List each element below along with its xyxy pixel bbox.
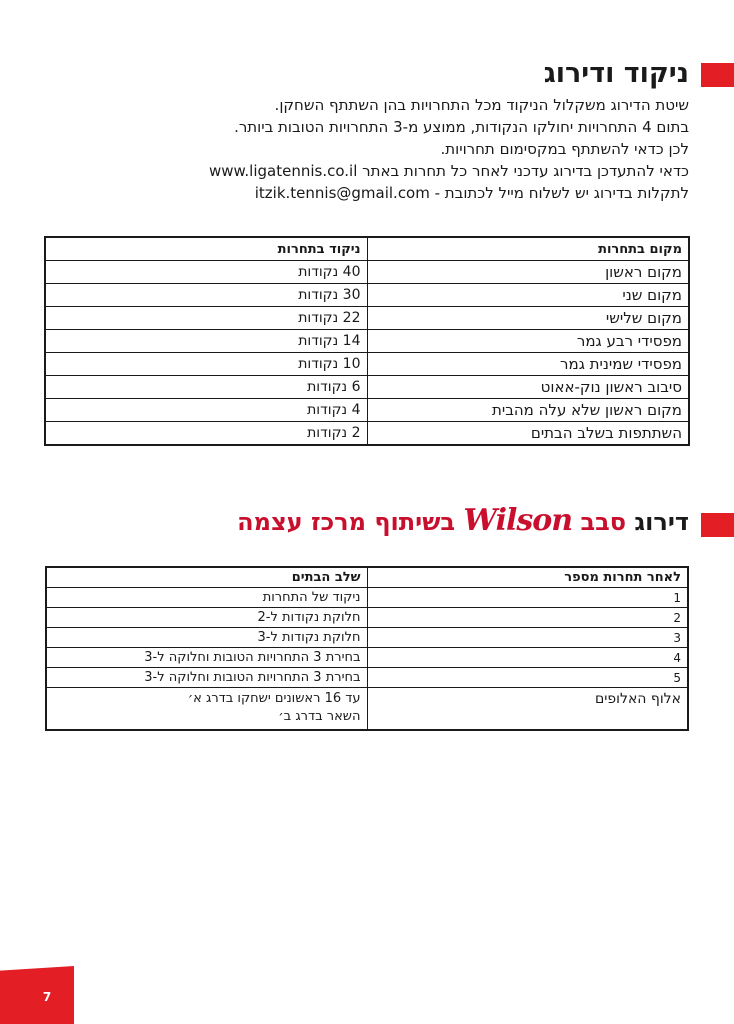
cell-line: השאר בדרג ב׳ bbox=[278, 709, 361, 724]
table-cell: 22 נקודות bbox=[45, 307, 367, 330]
intro-line: לכן כדאי להשתתף במקסימום תחרויות. bbox=[440, 140, 689, 158]
table-cell: 4 נקודות bbox=[45, 399, 367, 422]
table-row bbox=[45, 261, 689, 284]
section-title bbox=[237, 503, 689, 538]
table-row bbox=[46, 608, 688, 628]
column-header: מקום בתחרות bbox=[367, 237, 689, 261]
table-cell: מקום שני bbox=[367, 284, 689, 307]
intro-line: כדאי להתעדכן בדירוג עדכני לאחר כל תחרות באתר www.ligatennis.co.il bbox=[208, 162, 689, 180]
table-cell: 5 bbox=[367, 668, 688, 688]
heading-text: סבב bbox=[580, 508, 627, 536]
table-cell: מפסידי שמינית גמר bbox=[367, 353, 689, 376]
table-cell: 3 bbox=[367, 628, 688, 648]
table-cell: בחירת 3 התחרויות הטובות וחלוקה ל-3 bbox=[46, 648, 367, 668]
section-marker bbox=[701, 63, 734, 87]
table-cell: 2 נקודות bbox=[45, 422, 367, 446]
table-row bbox=[46, 648, 688, 668]
table-header-row bbox=[45, 237, 689, 261]
table-cell: חלוקת נקודות ל-2 bbox=[46, 608, 367, 628]
intro-line: לתקלות בדירוג יש לשלוח מייל לכתובת - itzik.tennis@gmail.com bbox=[254, 184, 689, 202]
heading-text: בשיתוף מרכז עצמה bbox=[237, 508, 456, 536]
table-cell: 30 נקודות bbox=[45, 284, 367, 307]
points-table bbox=[44, 236, 690, 446]
heading-text: דירוג bbox=[634, 508, 689, 536]
table-row bbox=[45, 399, 689, 422]
table-header-row bbox=[46, 567, 688, 588]
table-cell: השתתפות בשלב הבתים bbox=[367, 422, 689, 446]
table-cell: 1 bbox=[367, 588, 688, 608]
table-cell: אלוף האלופים bbox=[367, 688, 688, 731]
table-row bbox=[45, 376, 689, 399]
intro-line: שיטת הדירוג משקלול הניקוד מכל התחרויות בהן השתתף השחקן. bbox=[274, 96, 689, 114]
wilson-logo: Wilson bbox=[463, 503, 573, 538]
table-cell: 10 נקודות bbox=[45, 353, 367, 376]
table-cell: 40 נקודות bbox=[45, 261, 367, 284]
intro-text bbox=[49, 94, 689, 204]
table-cell: מקום שלישי bbox=[367, 307, 689, 330]
table-cell: חלוקת נקודות ל-3 bbox=[46, 628, 367, 648]
intro-line: בתום 4 התחרויות יחולקו הנקודות, ממוצע מ-3 התחרויות הטובות ביותר. bbox=[234, 118, 689, 136]
table-cell: סיבוב ראשון נוק-אאוט bbox=[367, 376, 689, 399]
column-header: שלב הבתים bbox=[46, 567, 367, 588]
table-row bbox=[46, 688, 688, 731]
table-row bbox=[45, 284, 689, 307]
column-header: ניקוד בתחרות bbox=[45, 237, 367, 261]
table-cell: בחירת 3 התחרויות הטובות וחלוקה ל-3 bbox=[46, 668, 367, 688]
table-cell bbox=[46, 688, 367, 731]
table-cell: מקום ראשון שלא עלה מהבית bbox=[367, 399, 689, 422]
page-number: 7 bbox=[42, 990, 52, 1004]
table-cell: ניקוד של התחרות bbox=[46, 588, 367, 608]
table-row bbox=[45, 307, 689, 330]
table-cell: 2 bbox=[367, 608, 688, 628]
ranking-table bbox=[45, 566, 689, 731]
table-cell: מפסידי רבע גמר bbox=[367, 330, 689, 353]
cell-line: עד 16 ראשונים ישחקו בדרג א׳ bbox=[187, 691, 361, 706]
table-row bbox=[45, 422, 689, 446]
table-row bbox=[46, 668, 688, 688]
table-row bbox=[46, 628, 688, 648]
table-cell: 6 נקודות bbox=[45, 376, 367, 399]
table-cell: מקום ראשון bbox=[367, 261, 689, 284]
column-header: לאחר תחרות מספר bbox=[367, 567, 688, 588]
table-cell: 14 נקודות bbox=[45, 330, 367, 353]
table-row bbox=[46, 588, 688, 608]
table-row bbox=[45, 353, 689, 376]
section-marker bbox=[701, 513, 734, 537]
table-cell: 4 bbox=[367, 648, 688, 668]
section-title: ניקוד ודירוג bbox=[543, 58, 689, 89]
table-row bbox=[45, 330, 689, 353]
